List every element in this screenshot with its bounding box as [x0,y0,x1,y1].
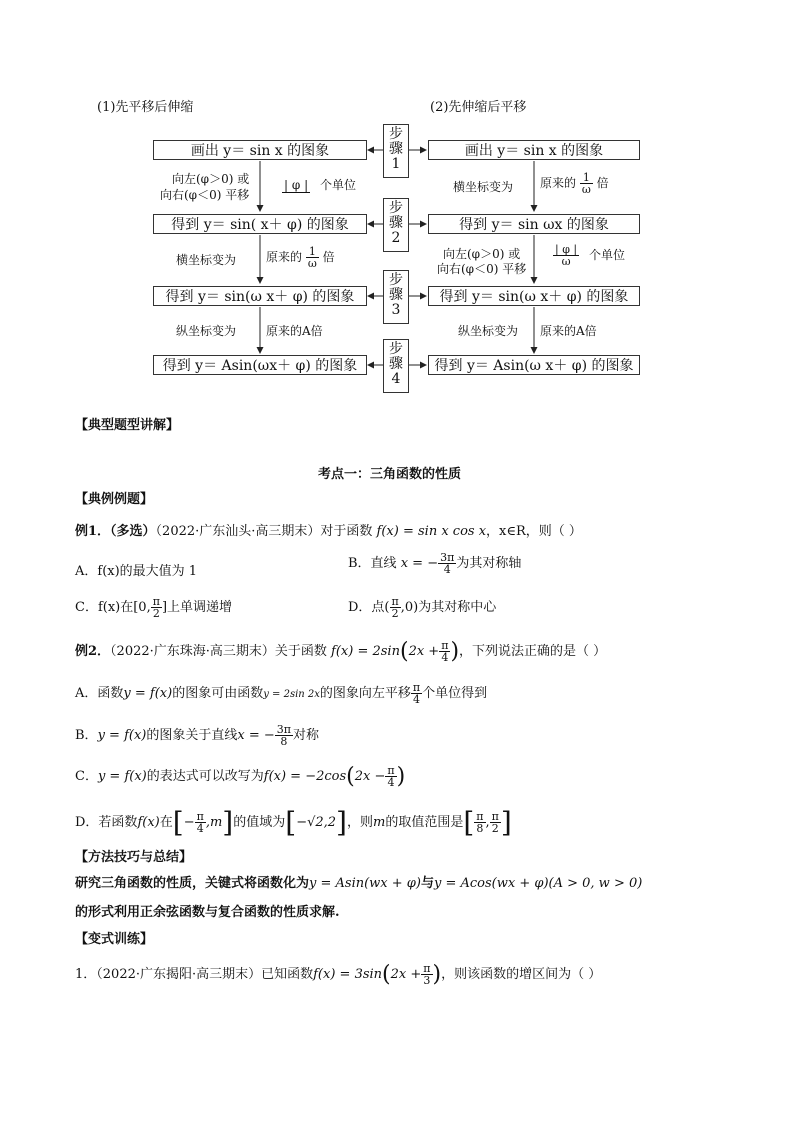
section-typical-problems: 【典型题型讲解】 [75,418,180,433]
method-line-2: 的形式利用正余弦函数与复合函数的性质求解. [75,905,340,920]
right-diagram-title: (2)先伸缩后平移 [430,100,527,115]
example-1-option-c: C．f(x)在[0, $\frac{\pi}{2}$ ]上单调递增 [75,595,233,620]
example-1-function: f(x) = sin x cos x [376,524,487,539]
example-2-option-a: A．函数y = f(x)的图象可由函数y = 2sin 2x的图象向左平移 $\frac{\pi}{4}$ 个单位得到 [75,681,488,706]
right-box-3: 得到 y＝ sin(ω x＋ φ) 的图象 [428,286,640,306]
left-scale-y-label: 纵坐标变为 [176,324,237,338]
step-1-char-a: 步 [389,126,403,142]
example-2-question: 例2．（2022·广东珠海·高三期末）关于函数 f(x) = 2sin(2x + $\frac{\pi}{4}$ )，下列说法正确的是（ ） [75,639,607,664]
left-box-4: 得到 y＝ Asin(ωx＋ φ) 的图象 [153,355,367,375]
step-1-char-b: 骤 [389,141,403,157]
example-1-question: 例1．（多选）（2022·广东汕头·高三期末）对于函数 f(x) = sin x cos x，x∈R，则（ ） [75,524,582,539]
right-shift-line1: 向左(φ＞0) 或 [443,247,521,261]
left-shift-line2: 向右(φ＜0) 平移 [160,188,250,202]
step-3-char-b: 骤 [389,287,403,303]
right-scale-y-factor: 原来的A倍 [540,324,597,338]
left-box-3: 得到 y＝ sin(ω x＋ φ) 的图象 [153,286,367,306]
left-scale-y-factor: 原来的A倍 [266,324,323,338]
example-2-option-d: D．若函数f(x)在[− $\frac{\pi}{4}$ ,m]的值域为[−√2,2]，则m的取值范围是[ $\frac{\pi}{8}$ , $\frac{\pi}{2}$ ] [75,806,512,839]
step-4-number: 4 [391,371,401,387]
example-1-option-d: D．点( $\frac{\pi}{2}$ ,0)为其对称中心 [348,595,497,620]
left-shift-amount: | φ | 个单位 [284,178,356,192]
step-4-char-a: 步 [389,341,403,357]
right-shift-amount: $\frac{| \varphi |}{\omega}$ 个单位 [555,243,625,268]
step-2-char-a: 步 [389,200,403,216]
right-box-2: 得到 y＝ sin ωx 的图象 [428,214,640,234]
example-2-option-c: C．y = f(x)的表达式可以改写为f(x) = −2cos(2x − $\frac{\pi}{4}$ ) [75,764,406,789]
left-box-1: 画出 y＝ sin x 的图象 [153,140,367,160]
right-scale-y-label: 纵坐标变为 [458,324,519,338]
step-2-char-b: 骤 [389,215,403,231]
section-examples: 【典例例题】 [75,492,154,507]
left-box-2: 得到 y＝ sin( x＋ φ) 的图象 [153,214,367,234]
example-2-option-b: B．y = f(x)的图象关于直线x = − $\frac{3\pi}{8}$ 对称 [75,723,320,748]
left-scale-fraction: $\frac{1}{\omega}$ [307,245,317,270]
right-scale-fraction: $\frac{1}{\omega}$ [581,171,591,196]
variant-1-question: 1．（2022·广东揭阳·高三期末）已知函数f(x) = 3sin(2x + $\frac{\pi}{3}$ )，则该函数的增区间为（ ） [75,962,602,987]
step-3-char-a: 步 [389,272,403,288]
step-3-number: 3 [391,302,401,318]
right-shift-fraction: $\frac{| \varphi |}{\omega}$ [555,243,578,268]
step-4-char-b: 骤 [389,356,403,372]
left-shift-line1: 向左(φ＞0) 或 [172,172,250,186]
kaodian-title: 考点一：三角函数的性质 [318,467,462,482]
left-shift-unit: 个单位 [319,178,356,192]
section-variant-training: 【变式训练】 [75,932,154,947]
step-1-number: 1 [391,156,401,172]
step-box-3 [383,270,409,324]
step-2-number: 2 [391,230,401,246]
step-box-2 [383,198,409,252]
left-scale-x-factor: 原来的 $\frac{1}{\omega}$ 倍 [266,245,335,270]
step-box-4 [383,339,409,393]
right-box-4: 得到 y＝ Asin(ω x＋ φ) 的图象 [428,355,640,375]
left-diagram-title: (1)先平移后伸缩 [97,100,194,115]
section-method-summary: 【方法技巧与总结】 [75,850,193,865]
left-scale-x-label: 横坐标变为 [176,253,237,267]
right-shift-line2: 向右(φ＜0) 平移 [437,262,527,276]
right-box-1: 画出 y＝ sin x 的图象 [428,140,640,160]
right-scale-x-factor: 原来的 $\frac{1}{\omega}$ 倍 [540,171,609,196]
right-scale-x-label: 横坐标变为 [453,180,514,194]
step-box-1 [383,124,409,178]
method-line-1: 研究三角函数的性质，关键式将函数化为y = Asin(wx + φ)与y = Acos(wx + φ)(A > 0, w > 0) [75,876,643,891]
example-1-option-b: B．直线 x = − $\frac{3\pi}{4}$ 为其对称轴 [348,551,522,576]
example-1-option-a: A．f(x)的最大值为 1 [75,564,198,579]
